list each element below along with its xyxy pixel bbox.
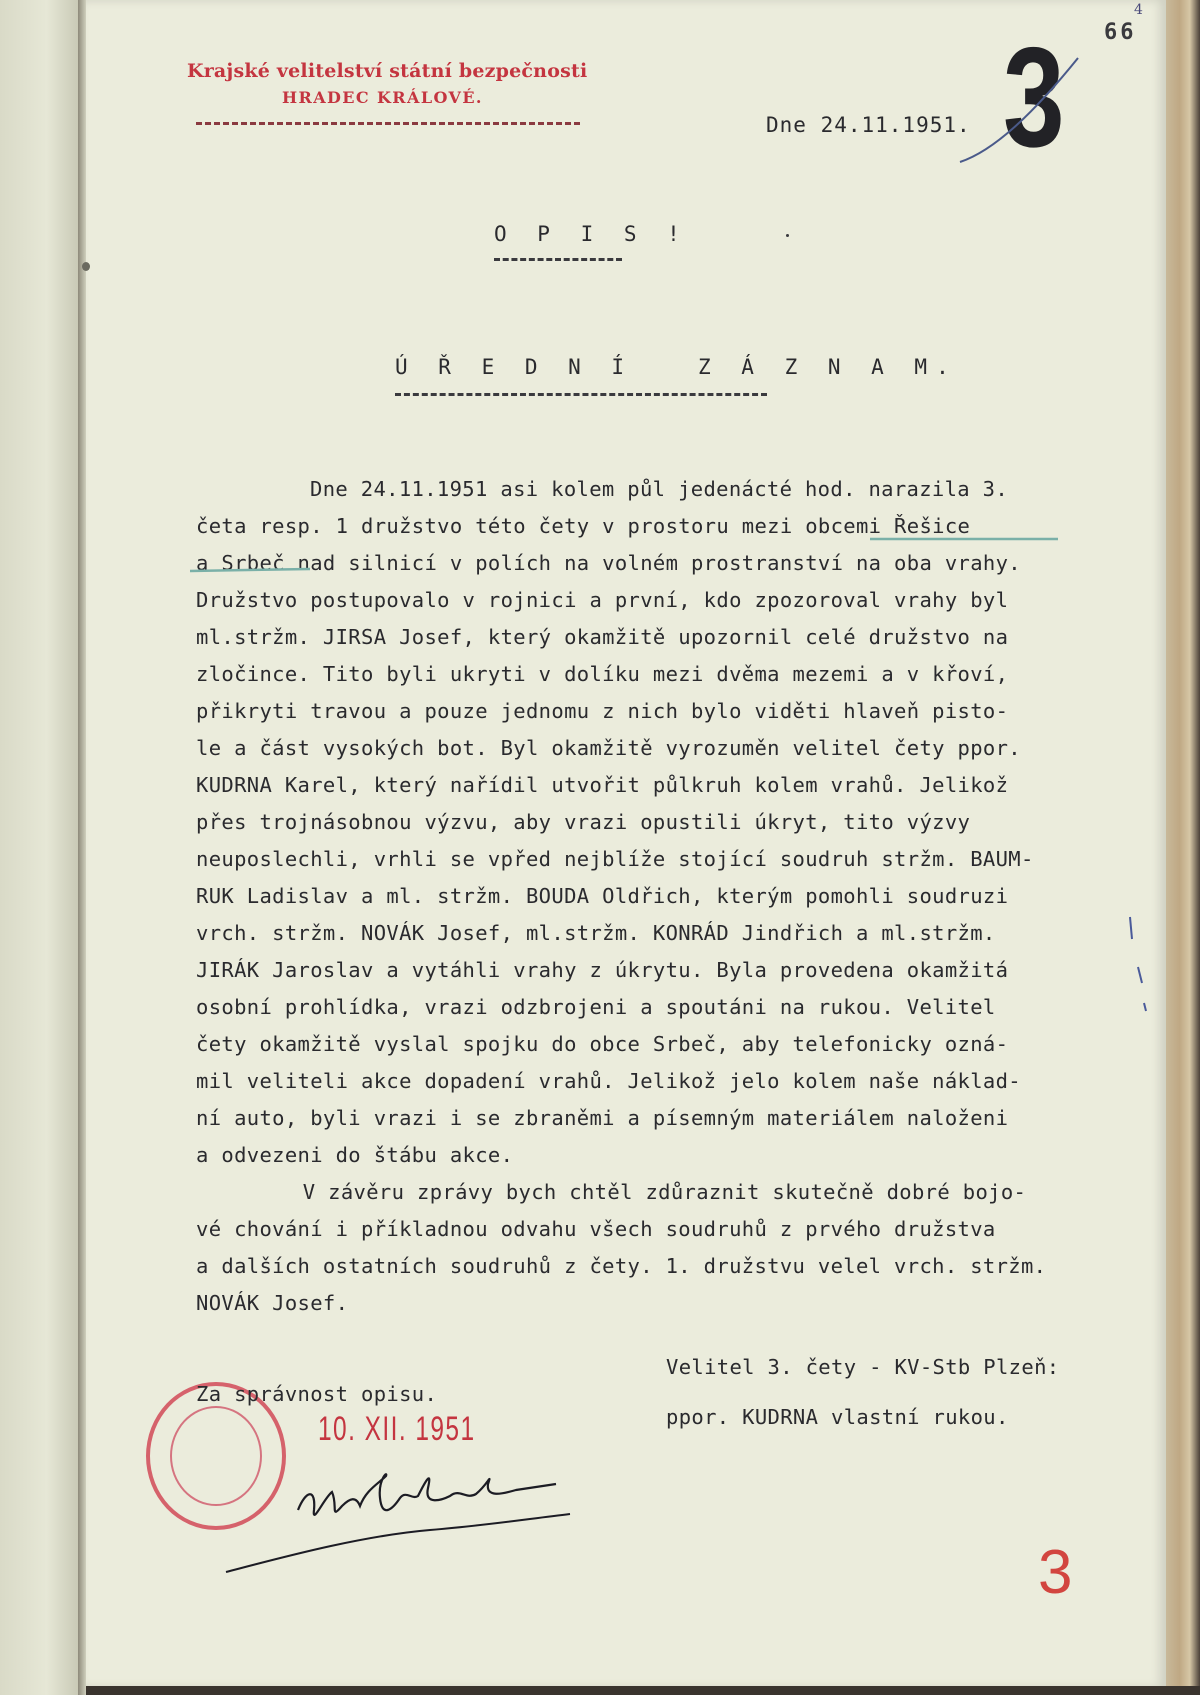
book-gutter — [78, 0, 86, 1695]
record-title: Ú Ř E D N Í Z Á Z N A M. — [395, 355, 958, 379]
opis-title: O P I S ! — [494, 222, 689, 246]
left-page-edge — [0, 0, 79, 1695]
body-line: vrch. stržm. NOVÁK Josef, ml.stržm. KONRÁD Jindřich a ml.stržm. — [196, 921, 996, 945]
organization-city: HRADEC KRÁLOVÉ. — [282, 88, 483, 107]
right-page-stack — [1166, 0, 1200, 1695]
commander-name: ppor. KUDRNA vlastní rukou. — [666, 1405, 1009, 1429]
body-line: přikryti travou a pouze jednomu z nich bylo viděti hlaveň pisto- — [196, 699, 1009, 723]
body-line: a dalších ostatních soudruhů z čety. 1. družstvu velel vrch. stržm. — [196, 1254, 1047, 1278]
body-line: čety okamžitě vyslal spojku do obce Srbeč, aby telefonicky ozná- — [196, 1032, 1009, 1056]
body-line: JIRÁK Jaroslav a vytáhli vrahy z úkrytu. Byla provedena okamžitá — [196, 958, 1009, 982]
certification-text: Za správnost opisu. — [196, 1382, 438, 1406]
body-line: osobní prohlídka, vrazi odzbrojeni a spoutáni na rukou. Velitel — [196, 995, 996, 1019]
body-line: Družstvo postupovalo v rojnici a první, kdo zpozoroval vrahy byl — [196, 588, 1009, 612]
body-line: ní auto, byli vrazi i se zbraněmi a písemným materiálem naloženi — [196, 1106, 1009, 1130]
body-line: mil veliteli akce dopadení vrahů. Jelikož jelo kolem naše náklad- — [196, 1069, 1021, 1093]
signature-scribble-icon — [220, 1440, 580, 1580]
body-line: NOVÁK Josef. — [196, 1291, 349, 1315]
body-line: vé chování i příkladnou odvahu všech soudruhů z prvého družstva — [196, 1217, 996, 1241]
pen-stroke-icon — [956, 50, 1086, 170]
organization-header: Krajské velitelství státní bezpečnosti — [187, 60, 588, 82]
folio-small-number: 4 — [1134, 2, 1143, 18]
margin-check-marks-icon — [1120, 915, 1150, 1015]
body-line: le a část vysokých bot. Byl okamžitě vyrozuměn velitel čety ppor. — [196, 736, 1021, 760]
bottom-shadow — [86, 1686, 1200, 1695]
commander-title: Velitel 3. čety - KV-Stb Plzeň: — [666, 1355, 1060, 1379]
body-line: neuposlechli, vrhli se vpřed nejblíže stojící soudruh stržm. BAUM- — [196, 847, 1034, 871]
body-line: ml.stržm. JIRSA Josef, který okamžitě upozornil celé družstvo na — [196, 625, 1009, 649]
opis-underline — [494, 258, 622, 261]
stamp-date: 10. XII. 1951 — [318, 1410, 476, 1448]
record-underline — [395, 393, 767, 396]
document-date: Dne 24.11.1951. — [766, 113, 971, 137]
body-line: přes trojnásobnou výzvu, aby vrazi opustili úkryt, tito výzvy — [196, 810, 971, 834]
body-line: KUDRNA Karel, který nařídil utvořit půlkruh kolem vrahů. Jelikož — [196, 773, 1009, 797]
page-number: 3 — [1038, 1538, 1073, 1607]
body-line: V závěru zprávy bych chtěl zdůraznit skutečně dobré bojo- — [252, 1180, 1027, 1204]
body-line: Dne 24.11.1951 asi kolem půl jedenácté hod. narazila 3. — [310, 477, 1009, 501]
body-line: RUK Ladislav a ml. stržm. BOUDA Oldřich, kterým pomohli soudruzi — [196, 884, 1009, 908]
body-line: a Srbeč nad silnicí v polích na volném prostranství na oba vrahy. — [196, 551, 1021, 575]
large-document-number: 3 — [1003, 18, 1065, 177]
handwritten-underline-icon — [190, 533, 1070, 573]
paper-speck — [82, 262, 90, 271]
folio-number: 66 — [1104, 20, 1137, 45]
body-line: a odvezeni do štábu akce. — [196, 1143, 514, 1167]
paper-speck — [786, 234, 789, 237]
header-underline — [196, 122, 580, 125]
body-line: četa resp. 1 družstvo této čety v prostoru mezi obcemi Řešice — [196, 514, 971, 538]
body-line: zločince. Tito byli ukryti v dolíku mezi dvěma mezemi a v křoví, — [196, 662, 1009, 686]
